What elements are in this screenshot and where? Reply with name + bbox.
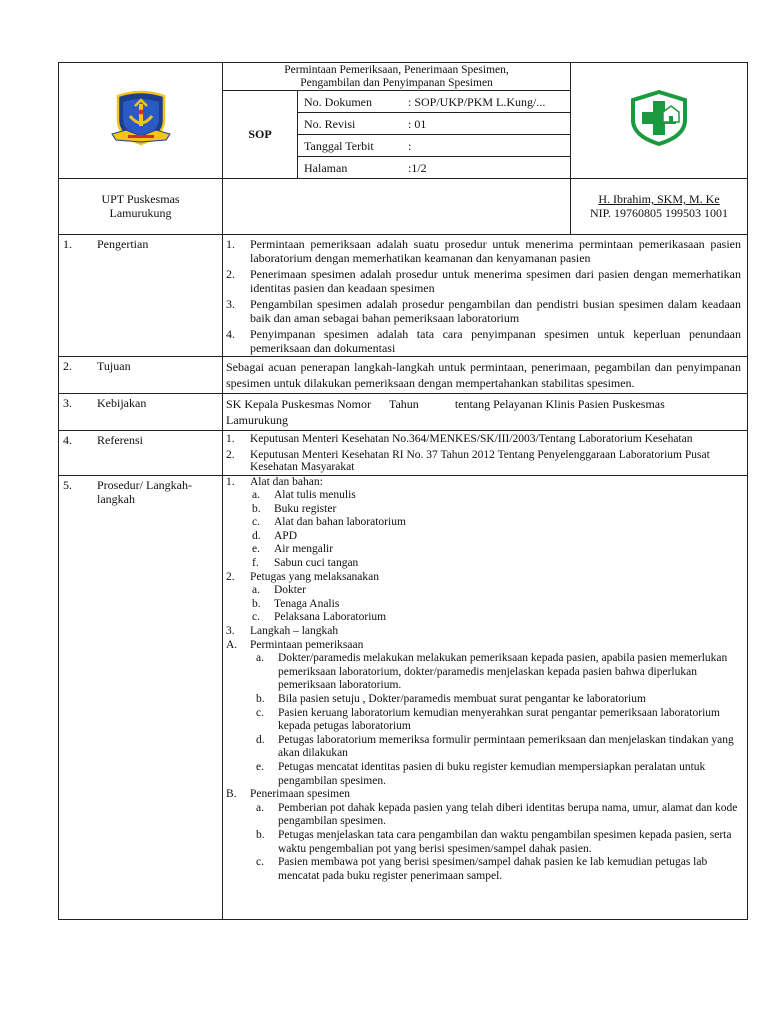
info-label: Tanggal Terbit (304, 138, 374, 153)
info-label: No. Dokumen (304, 94, 372, 109)
row-label: Kebijakan (97, 396, 147, 410)
kebijakan-content: SK Kepala Puskesmas Nomor Tahun tentang Pelayanan Klinis Pasien Puskesmas Lamurukung (223, 394, 748, 431)
right-logo-cell (571, 63, 748, 179)
list-item: a. Dokter/paramedis melakukan melakukan pemeriksaan kepada pasien, apabila pasien memerlukan pemeriksaan laboratorium, dokter/paramedis menjelaskan kepada pasien bahwa diperlukan pemeriksaan laboratorium. (256, 652, 728, 692)
info-row-revision (298, 113, 571, 135)
row-label: langkah (97, 491, 135, 506)
list-item: e. Air mengalir (252, 543, 334, 556)
referensi-content (223, 431, 748, 476)
row-label: Tujuan (97, 359, 131, 373)
signer-name: H. Ibrahim, SKM, M. Ke (598, 192, 720, 206)
meta-table (223, 90, 570, 178)
title-line-1: Permintaan Pemeriksaan, Penerimaan Spesimen, (284, 64, 509, 76)
signer-cell (571, 179, 748, 235)
list-item: b. Petugas menjelaskan tata cara pengambilan dan waktu pengambilan spesimen kepada pasien, serta waktu pengembalian pot yang berisi spesimen/sampel dahak pasien. (256, 828, 732, 855)
list-item: e. Petugas mencatat identitas pasien di buku register kemudian mempersiapkan peralatan untuk pengambilan spesimen. (256, 760, 706, 787)
list-item: f. Sabun cuci tangan (252, 557, 359, 570)
row-number: 4. (63, 433, 72, 447)
list-item: a. Pemberian pot dahak kepada pasien yang telah diberi identitas berupa nama, umur, alamat dan kode pengambilan spesimen. (256, 801, 738, 828)
info-value: : 01 (408, 116, 427, 131)
puskesmas-cross-icon (627, 90, 691, 146)
tujuan-content: Sebagai acuan penerapan langkah-langkah untuk permintaan, penerimaan, pegambilan dan penyimpanan spesimen untuk dilakukan pemeriksaan dengan mempertahankan stabilitas spesimen. (223, 357, 748, 394)
org-name-cell (59, 179, 223, 235)
title-line-2: Pengambilan dan Penyimpanan Spesimen (300, 76, 493, 89)
info-value: : SOP/UKP/PKM L.Kung/... (408, 94, 546, 109)
regional-emblem-icon (108, 90, 174, 146)
row-label: Referensi (97, 433, 143, 447)
row-label-referensi (59, 431, 223, 476)
list-item: b. Tenaga Analis (252, 597, 340, 610)
empty-cell (223, 179, 571, 235)
list-item: 3. Pengambilan spesimen adalah prosedur pengambilan dan pendistri busian spesimen dalam keadaan baik dan aman sebagai bahan pemeriksaan laboratorium (226, 297, 741, 325)
row-label-prosedur (59, 475, 223, 919)
signer-nip: NIP. 19760805 199503 1001 (589, 206, 728, 220)
list-item: d. Petugas laboratorium memeriksa formulir permintaan pemeriksaan dan menjelaskan tindakan yang akan dilakukan (256, 733, 734, 760)
info-row-date (298, 135, 571, 157)
info-row-document (298, 91, 571, 113)
list-item: 1. Permintaan pemeriksaan adalah suatu prosedur untuk menerima permintaan pemerikasaan pasien laboratorium dengan memerhatikan keamanan dan kenyamanan pasien (226, 237, 741, 265)
info-label: Halaman (304, 160, 348, 175)
list-item: 2. Penerimaan spesimen adalah prosedur untuk menerima spesimen dari pasien dengan memerhatikan identitas pasien dan keadaan spesimen (226, 267, 741, 295)
list-item: c. Pasien membawa pot yang berisi spesimen/sampel dahak pasien ke lab kemudian petugas lab mencatat pada buku register penerimaan sampel. (256, 856, 708, 882)
list-item: b. Buku register (252, 502, 337, 515)
list-item: a. Dokter (252, 584, 306, 597)
row-label-pengertian (59, 235, 223, 357)
list-item: 2. Keputusan Menteri Kesehatan RI No. 37 Tahun 2012 Tentang Penyelenggaraan Laboratorium Pusat Kesehatan Masyarakat (226, 448, 710, 473)
row-number: 2. (63, 359, 72, 373)
org-name-line-2: Lamurukung (109, 206, 172, 220)
row-label: Prosedur/ Langkah- (97, 477, 192, 492)
row-number: 1. (63, 237, 72, 251)
info-value: :1/2 (408, 160, 427, 175)
sop-label: SOP (223, 91, 298, 179)
list-item: c. Pelaksana Laboratorium (252, 611, 387, 624)
list-item: b. Bila pasien setuju , Dokter/paramedis membuat surat pengantar ke laboratorium (256, 693, 646, 705)
row-number: 3. (63, 396, 72, 410)
info-label: No. Revisi (304, 116, 356, 131)
pengertian-content (223, 235, 748, 357)
left-logo-cell (59, 63, 223, 179)
list-item: 4. Penyimpanan spesimen adalah tata cara penyimpanan spesimen untuk keperluan penundaan pemeriksaan dan dokumentasi (226, 327, 741, 355)
title-block (223, 63, 571, 179)
row-label-kebijakan (59, 394, 223, 431)
info-row-page (298, 157, 571, 179)
document-title (223, 63, 570, 90)
sop-document (58, 62, 747, 920)
list-item: c. Alat dan bahan laboratorium (252, 516, 406, 529)
list-item: a. Alat tulis menulis (252, 489, 356, 502)
list-item: 1. Keputusan Menteri Kesehatan No.364/MENKES/SK/III/2003/Tentang Laboratorium Kesehatan (226, 433, 693, 445)
org-name-line-1: UPT Puskesmas (101, 192, 180, 206)
info-value: : (408, 138, 412, 153)
row-label: Pengertian (97, 237, 149, 251)
list-item: d. APD (252, 529, 298, 542)
sop-table (58, 62, 748, 920)
row-label-tujuan (59, 357, 223, 394)
list-item: c. Pasien keruang laboratorium kemudian menyerahkan surat pengantar pemeriksaan laboratorium kepada petugas laboratorium (256, 706, 720, 733)
prosedur-content: 1. Alat dan bahan: a. Alat tulis menulis b. Buku register c. Alat dan bahan laboratorium d. APD e. Air mengalir f. Sabun cuci tangan 2. Petugas yang melaksanakan a. Dokter b. Tenaga Analis c. Pelaksana Laboratorium 3. Langkah – langkah A. Permintaan pemeriksaan a. Dokter/paramedis melakukan melakukan pemeriksaan kepada pasien, apabila pasien memerlukan pemeriksaan laboratorium, dokter/paramedis menjelaskan kepada pasien bahwa diperlukan pemeriksaan laboratorium. b. Bila pasien setuju , Dokter/paramedis membuat surat pengantar ke laboratorium c. Pasien keruang laboratorium kemudian menyerahkan surat pengantar pemeriksaan laboratorium kepada petugas laboratorium d. Petugas laboratorium memeriksa formulir permintaan pemeriksaan dan menjelaskan tindakan yang akan dilakukan e. Petugas mencatat identitas pasien di buku register kemudian mempersiapkan peralatan untuk pengambilan spesimen. B. Penerimaan spesimen a. Pemberian pot dahak kepada pasien yang telah diberi identitas berupa nama, umur, alamat dan kode pengambilan spesimen. b. Petugas menjelaskan tata cara pengambilan dan waktu pengambilan spesimen kepada pasien, serta waktu pengembalian pot yang berisi spesimen/sampel dahak pasien. c. Pasien membawa pot yang berisi spesimen/sampel dahak pasien ke lab kemudian petugas lab mencatat pada buku register penerimaan sampel. (223, 475, 748, 919)
row-number: 5. (63, 477, 72, 492)
